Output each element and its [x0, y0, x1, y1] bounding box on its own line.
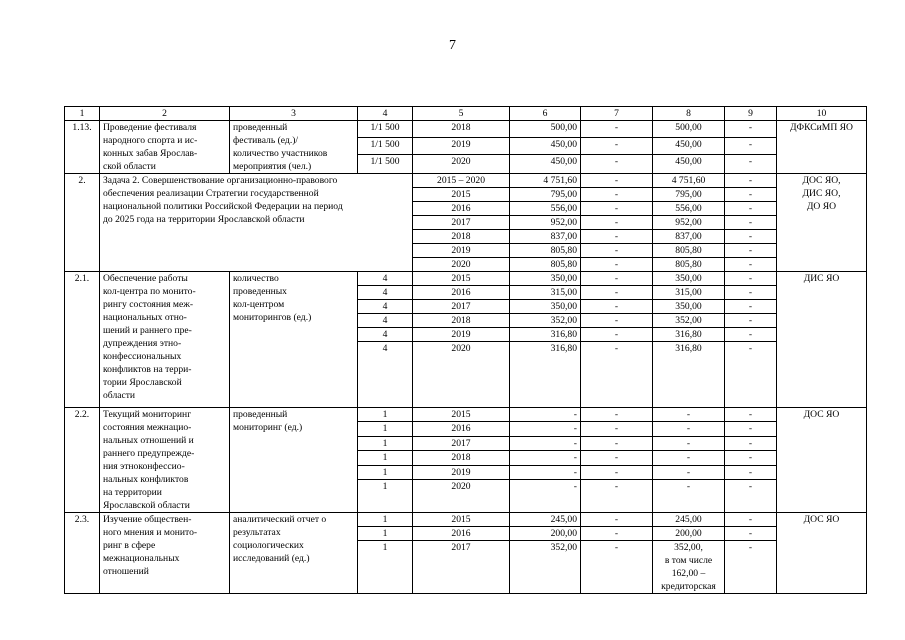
event-name [100, 121, 230, 174]
year: 2017 [413, 216, 510, 230]
total-amount: 4 751,60 [510, 174, 581, 188]
total-amount: 315,00 [510, 286, 581, 300]
cell-line: народного спорта и ис- [103, 135, 198, 146]
header-cell: 2 [100, 107, 230, 121]
federal-amount: - [581, 272, 653, 286]
cell-line: результатах [233, 527, 281, 538]
year: 2015 [413, 272, 510, 286]
plan-value: 4 [358, 328, 413, 342]
total-amount: 316,80 [510, 328, 581, 342]
other-amount: - [725, 137, 777, 154]
federal-amount: - [581, 174, 653, 188]
plan-value: 1 [358, 451, 413, 465]
total-amount: - [510, 408, 581, 422]
other-amount: - [725, 300, 777, 314]
regional-amount: 200,00 [653, 527, 725, 541]
year: 2019 [413, 244, 510, 258]
federal-amount: - [581, 451, 653, 465]
cell-line: ринг в сфере [103, 540, 156, 551]
other-amount: - [725, 272, 777, 286]
cell-line: шений и раннего пре- [103, 325, 192, 336]
total-amount: 352,00 [510, 314, 581, 328]
year: 2016 [413, 527, 510, 541]
cell-line: ного мнения и монито- [103, 527, 198, 538]
total-amount: - [510, 451, 581, 465]
executor: ДИС ЯО [777, 272, 867, 408]
regional-amount: 795,00 [653, 188, 725, 202]
cell-line: исследований (ед.) [233, 553, 310, 564]
regional-amount: 245,00 [653, 513, 725, 527]
indicator [230, 408, 358, 513]
cell-line: социологических [233, 540, 304, 551]
other-amount: - [725, 408, 777, 422]
header-cell: 7 [581, 107, 653, 121]
federal-amount: - [581, 465, 653, 479]
federal-amount: - [581, 137, 653, 154]
year: 2018 [413, 451, 510, 465]
table-row [65, 513, 867, 527]
cell-line: национальных отно- [103, 312, 187, 323]
plan-value: 1 [358, 480, 413, 513]
regional-amount: 450,00 [653, 154, 725, 173]
other-amount: - [725, 451, 777, 465]
total-amount: 200,00 [510, 527, 581, 541]
plan-value: 4 [358, 300, 413, 314]
row-number: 2.3. [65, 513, 100, 594]
regional-amount: - [653, 422, 725, 436]
header-cell: 1 [65, 107, 100, 121]
year: 2018 [413, 121, 510, 138]
cell-line: в том числе [664, 555, 713, 566]
indicator [230, 513, 358, 594]
cell-line: Ярославской области [103, 500, 190, 511]
cell-line: Обеспечение работы [103, 273, 188, 284]
regional-amount: 4 751,60 [653, 174, 725, 188]
header-cell: 3 [230, 107, 358, 121]
year: 2020 [413, 480, 510, 513]
regional-amount: 315,00 [653, 286, 725, 300]
federal-amount: - [581, 258, 653, 272]
table-row [65, 174, 867, 188]
federal-amount: - [581, 541, 653, 594]
cell-line: ДО ЯО [806, 201, 837, 212]
regional-amount: - [653, 465, 725, 479]
cell-line: ния этноконфессио- [103, 461, 185, 472]
other-amount: - [725, 188, 777, 202]
regional-amount: 350,00 [653, 300, 725, 314]
cell-line: кол-центром [233, 299, 285, 310]
plan-value: 4 [358, 314, 413, 328]
row-number: 2. [65, 174, 100, 272]
program-table [64, 106, 867, 594]
cell-line: 162,00 – [671, 568, 706, 579]
year: 2015 [413, 408, 510, 422]
event-name [100, 272, 230, 408]
regional-amount: 500,00 [653, 121, 725, 138]
total-amount: 805,80 [510, 258, 581, 272]
cell-line: области [103, 390, 136, 401]
federal-amount: - [581, 286, 653, 300]
total-amount: 350,00 [510, 272, 581, 286]
cell-line: проведенных [233, 286, 287, 297]
federal-amount: - [581, 154, 653, 173]
other-amount: - [725, 422, 777, 436]
year: 2015 – 2020 [413, 174, 510, 188]
total-amount: - [510, 422, 581, 436]
other-amount: - [725, 154, 777, 173]
other-amount: - [725, 174, 777, 188]
event-name [100, 408, 230, 513]
cell-line: проведенный [233, 122, 288, 133]
cell-line: Изучение обществен- [103, 514, 192, 525]
row-number: 2.2. [65, 408, 100, 513]
regional-amount: - [653, 408, 725, 422]
federal-amount: - [581, 422, 653, 436]
total-amount: 245,00 [510, 513, 581, 527]
year: 2020 [413, 154, 510, 173]
cell-line: тории Ярославской [103, 377, 182, 388]
executor: ДОС ЯО [777, 513, 867, 594]
federal-amount: - [581, 328, 653, 342]
regional-amount: 805,80 [653, 244, 725, 258]
plan-value: 1/1 500 [358, 154, 413, 173]
regional-amount: 450,00 [653, 137, 725, 154]
federal-amount: - [581, 314, 653, 328]
total-amount: - [510, 480, 581, 513]
federal-amount: - [581, 188, 653, 202]
other-amount: - [725, 465, 777, 479]
year: 2017 [413, 300, 510, 314]
cell-line: до 2025 года на территории Ярославской области [103, 214, 305, 225]
cell-line: 352,00, [674, 542, 703, 553]
federal-amount: - [581, 527, 653, 541]
table-body [65, 107, 867, 594]
plan-value: 1 [358, 422, 413, 436]
regional-amount: 350,00 [653, 272, 725, 286]
cell-line: Текущий мониторинг [103, 409, 192, 420]
other-amount: - [725, 342, 777, 408]
cell-line: аналитический отчет о [233, 514, 327, 525]
cell-line: ДОС ЯО, [802, 175, 841, 186]
cell-line: Задача 2. Совершенствование организационно-правового [103, 175, 338, 186]
cell-line: ДИС ЯО, [802, 188, 841, 199]
total-amount: 500,00 [510, 121, 581, 138]
other-amount: - [725, 121, 777, 138]
plan-value: 4 [358, 342, 413, 408]
federal-amount: - [581, 342, 653, 408]
plan-value: 4 [358, 272, 413, 286]
federal-amount: - [581, 513, 653, 527]
cell-line: Проведение фестиваля [103, 122, 197, 133]
cell-line: кредиторская [661, 581, 716, 592]
other-amount: - [725, 244, 777, 258]
plan-value: 1 [358, 436, 413, 450]
year: 2017 [413, 436, 510, 450]
executor: ДОС ЯО [777, 408, 867, 513]
regional-amount: 316,80 [653, 328, 725, 342]
plan-value: 1 [358, 465, 413, 479]
total-amount: 805,80 [510, 244, 581, 258]
cell-line: кол-центра по монито- [103, 286, 196, 297]
cell-line: состояния межнацио- [103, 422, 192, 433]
plan-value: 1 [358, 527, 413, 541]
other-amount: - [725, 230, 777, 244]
cell-line: мониторингов (ед.) [233, 312, 312, 323]
table-row [65, 121, 867, 138]
header-cell: 8 [653, 107, 725, 121]
header-row [65, 107, 867, 121]
regional-amount: 352,00 [653, 314, 725, 328]
regional-amount: - [653, 451, 725, 465]
federal-amount: - [581, 216, 653, 230]
other-amount: - [725, 480, 777, 513]
regional-amount: 837,00 [653, 230, 725, 244]
plan-value: 1/1 500 [358, 137, 413, 154]
executor [777, 174, 867, 272]
cell-line: проведенный [233, 409, 288, 420]
year: 2016 [413, 422, 510, 436]
cell-line: конных забав Ярослав- [103, 148, 198, 159]
cell-line: количество [233, 273, 279, 284]
other-amount: - [725, 314, 777, 328]
cell-line: количество участников [233, 148, 328, 159]
year: 2019 [413, 328, 510, 342]
cell-line: раннего предупрежде- [103, 448, 195, 459]
row-number: 1.13. [65, 121, 100, 174]
task-name [100, 174, 413, 272]
other-amount: - [725, 527, 777, 541]
indicator [230, 272, 358, 408]
cell-line: фестиваль (ед.)/ [233, 135, 299, 146]
federal-amount: - [581, 202, 653, 216]
plan-value: 1 [358, 408, 413, 422]
total-amount: 556,00 [510, 202, 581, 216]
regional-amount [653, 541, 725, 594]
total-amount: 316,80 [510, 342, 581, 408]
other-amount: - [725, 513, 777, 527]
executor: ДФКСиМП ЯО [777, 121, 867, 174]
total-amount: - [510, 436, 581, 450]
federal-amount: - [581, 121, 653, 138]
other-amount: - [725, 258, 777, 272]
year: 2018 [413, 230, 510, 244]
cell-line: ской области [103, 161, 156, 172]
total-amount: 837,00 [510, 230, 581, 244]
year: 2020 [413, 342, 510, 408]
total-amount: 450,00 [510, 154, 581, 173]
cell-line: мероприятия (чел.) [233, 161, 312, 172]
total-amount: - [510, 465, 581, 479]
page-number: 7 [449, 38, 456, 53]
year: 2019 [413, 137, 510, 154]
cell-line: нальных отношений и [103, 435, 194, 446]
year: 2018 [413, 314, 510, 328]
regional-amount: 952,00 [653, 216, 725, 230]
other-amount: - [725, 436, 777, 450]
plan-value: 1 [358, 541, 413, 594]
total-amount: 450,00 [510, 137, 581, 154]
cell-line: конфессиональных [103, 351, 182, 362]
cell-line: отношений [103, 566, 149, 577]
year: 2016 [413, 286, 510, 300]
row-number: 2.1. [65, 272, 100, 408]
indicator [230, 121, 358, 174]
cell-line: национальной политики Российской Федерации на период [103, 201, 343, 212]
year: 2016 [413, 202, 510, 216]
cell-line: дупреждения этно- [103, 338, 182, 349]
header-cell: 9 [725, 107, 777, 121]
plan-value: 1 [358, 513, 413, 527]
header-cell: 10 [777, 107, 867, 121]
cell-line: обеспечения реализации Стратегии государственной [103, 188, 319, 199]
federal-amount: - [581, 300, 653, 314]
other-amount: - [725, 216, 777, 230]
other-amount: - [725, 328, 777, 342]
total-amount: 795,00 [510, 188, 581, 202]
plan-value: 4 [358, 286, 413, 300]
event-name [100, 513, 230, 594]
cell-line: мониторинг (ед.) [233, 422, 303, 433]
federal-amount: - [581, 230, 653, 244]
table-row [65, 272, 867, 286]
cell-line: нальных конфликтов [103, 474, 189, 485]
table-row [65, 408, 867, 422]
cell-line: на территории [103, 487, 162, 498]
total-amount: 952,00 [510, 216, 581, 230]
federal-amount: - [581, 408, 653, 422]
year: 2019 [413, 465, 510, 479]
total-amount: 352,00 [510, 541, 581, 594]
regional-amount: 805,80 [653, 258, 725, 272]
plan-value: 1/1 500 [358, 121, 413, 138]
regional-amount: 556,00 [653, 202, 725, 216]
year: 2020 [413, 258, 510, 272]
year: 2015 [413, 188, 510, 202]
cell-line: межнациональных [103, 553, 180, 564]
other-amount: - [725, 286, 777, 300]
other-amount: - [725, 202, 777, 216]
regional-amount: 316,80 [653, 342, 725, 408]
regional-amount: - [653, 436, 725, 450]
header-cell: 4 [358, 107, 413, 121]
regional-amount: - [653, 480, 725, 513]
other-amount: - [725, 541, 777, 594]
year: 2017 [413, 541, 510, 594]
cell-line: рингу состояния меж- [103, 299, 194, 310]
total-amount: 350,00 [510, 300, 581, 314]
cell-line: конфликтов на терри- [103, 364, 192, 375]
header-cell: 5 [413, 107, 510, 121]
header-cell: 6 [510, 107, 581, 121]
year: 2015 [413, 513, 510, 527]
federal-amount: - [581, 436, 653, 450]
federal-amount: - [581, 244, 653, 258]
federal-amount: - [581, 480, 653, 513]
